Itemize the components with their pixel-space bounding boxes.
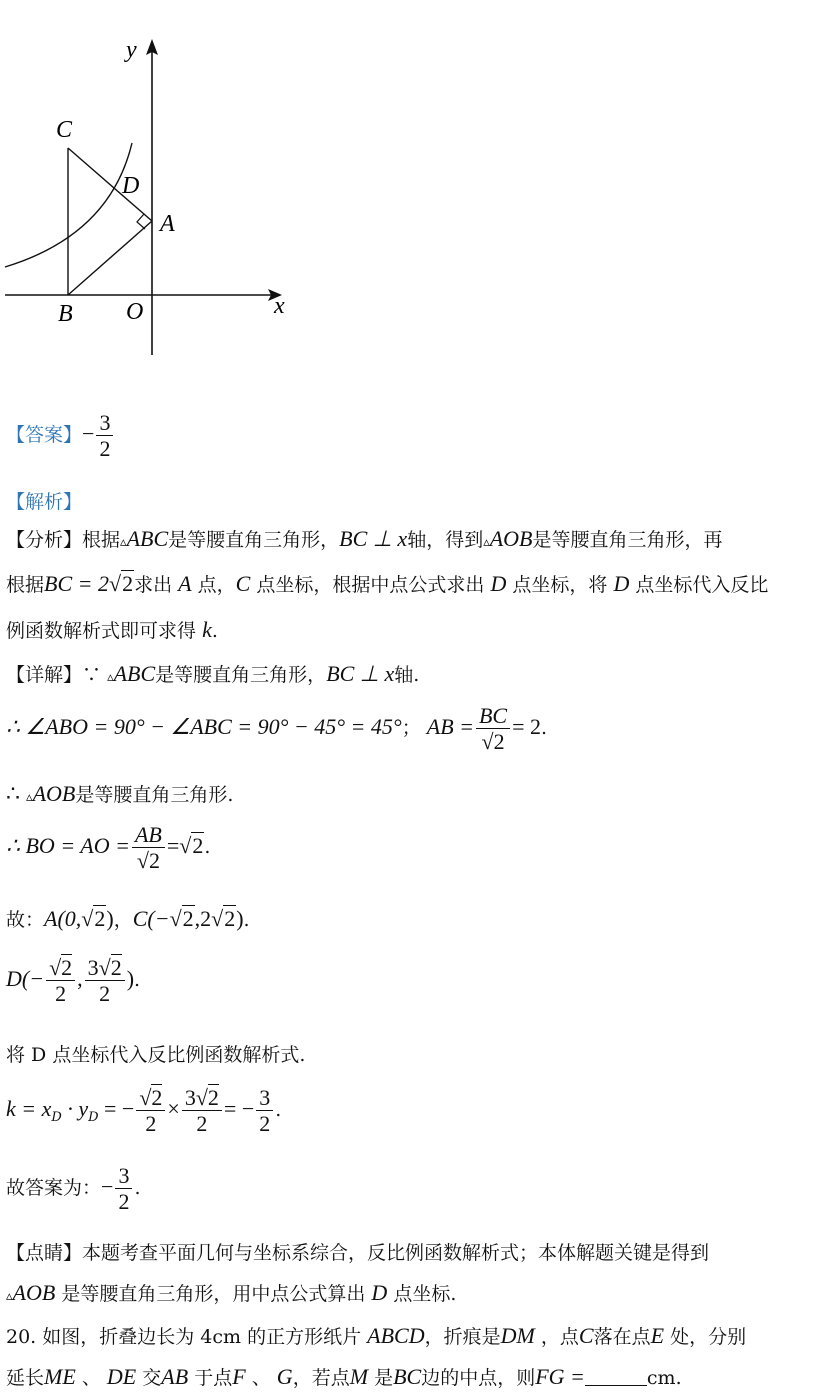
dianjing-line-1: 【点睛】本题考查平面几何与坐标系综合，反比例函数解析式；本体解题关键是得到 [6,1242,710,1264]
label-a: A [160,211,175,237]
label-d: D [122,173,140,199]
fenxi-line-1: 【分析】根据▵ABC是等腰直角三角形，BC ⊥ x轴，得到▵AOB是等腰直角三角形，再 [6,526,723,551]
answer-fraction: $\frac{3}{2}$ [96,410,113,462]
label-x: x [274,293,285,319]
final-answer-line: 故答案为：− $\frac{3}{2}$ . [6,1163,141,1215]
step2-line: ∴ ▵AOB是等腰直角三角形. [6,781,234,806]
answer-line [6,410,840,462]
label-y: y [126,37,137,63]
analysis-tag: 【解析】 [6,491,83,513]
label-c: C [56,117,73,143]
answer-blank[interactable] [585,1367,647,1386]
segment-ca [68,148,152,221]
dianjing-line-2: ▵AOB 是等腰直角三角形，用中点公式算出 D 点坐标. [6,1280,457,1305]
fenxi-line-3: 例函数解析式即可求得 k. [6,617,218,642]
answer-tag: 【答案】 [6,423,83,446]
label-b: B [58,301,73,327]
step3-line: ∴ BO = AO = $\frac{AB}{√2}$ =√2. [6,822,211,874]
segment-ab [68,221,152,295]
q20-line-2: 延长ME 、 DE 交AB 于点F 、 G，若点M 是BC边的中点，则FG = cm. [6,1364,682,1389]
step1-line: ∴ ∠ABO = 90° − ∠ABC = 90° − 45° = 45°； AB = $\frac{BC}{√2}$ = 2. [6,703,548,755]
step4-line: 故：A(0,√2)，C(−√2,2√2). [6,906,250,931]
q20-line-1: 20. 如图，折叠边长为 4cm 的正方形纸片 ABCD，折痕是DM ，点C落在点E 处，分别 [6,1323,747,1348]
xiangjie-line: 【详解】∵ ▵ABC是等腰直角三角形，BC ⊥ x轴. [6,661,420,686]
answer-sign: − [82,420,95,446]
step5-line: D(− $\frac{√2}{2}$ , $\frac{3√2}{2}$ ). [6,955,141,1007]
label-o: O [126,299,144,325]
fenxi-line-2: 根据BC = 2√2求出 A 点，C 点坐标，根据中点公式求出 D 点坐标，将 D 点坐标代入反比 [6,571,769,596]
right-angle-mark [137,214,145,229]
step6-line: 将 D 点坐标代入反比例函数解析式. [6,1044,306,1066]
coordinate-figure [0,25,310,395]
step7-line: $k = x_D \cdot y_D$ = − $\frac{√2}{2}$ × $\frac{3√2}{2}$ = − $\frac{3}{2}$ . [6,1085,282,1137]
